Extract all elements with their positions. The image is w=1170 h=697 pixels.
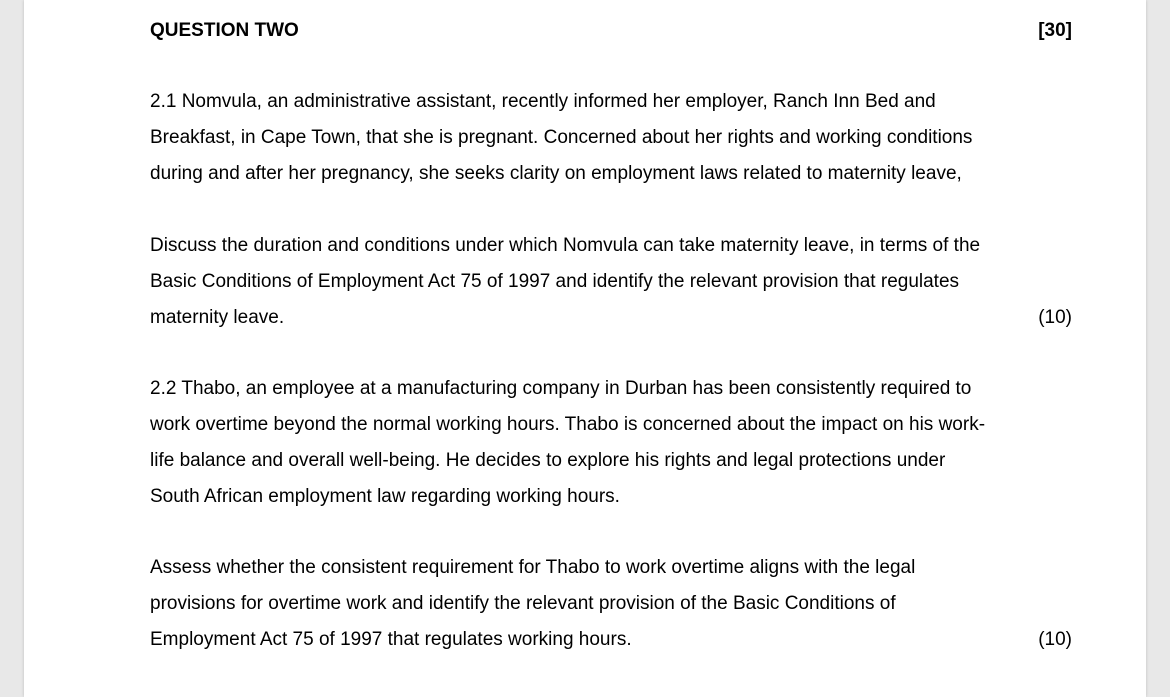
text-line: 2.2 Thabo, an employee at a manufacturing company in Durban has been consistently required to <box>150 378 972 399</box>
text-line: Employment Act 75 of 1997 that regulates working hours. <box>150 629 632 650</box>
question-2-1 <box>150 228 1072 336</box>
document-page <box>24 0 1146 697</box>
text-line: during and after her pregnancy, she seeks clarity on employment laws related to maternity leave, <box>150 163 962 184</box>
text-line: Basic Conditions of Employment Act 75 of 1997 and identify the relevant provision that regulates <box>150 271 960 292</box>
question-marks: (10) <box>1038 307 1072 328</box>
question-title: QUESTION TWO <box>150 20 299 41</box>
text-line: Assess whether the consistent requirement for Thabo to work overtime aligns with the legal <box>150 557 916 578</box>
text-line: work overtime beyond the normal working hours. Thabo is concerned about the impact on his work- <box>150 414 986 435</box>
text-line: 2.1 Nomvula, an administrative assistant, recently informed her employer, Ranch Inn Bed and <box>150 91 936 112</box>
scenario-2-1 <box>150 84 1072 192</box>
text-line: maternity leave. <box>150 307 285 328</box>
text-line: Discuss the duration and conditions under which Nomvula can take maternity leave, in terms of the <box>150 235 981 256</box>
text-line: Breakfast, in Cape Town, that she is pregnant. Concerned about her rights and working conditions <box>150 127 973 148</box>
text-line: life balance and overall well-being. He decides to explore his rights and legal protections under <box>150 450 946 471</box>
total-marks: [30] <box>1038 20 1072 41</box>
scenario-2-2 <box>150 371 1072 515</box>
text-line: provisions for overtime work and identify the relevant provision of the Basic Conditions of <box>150 593 896 614</box>
text-line-with-marks <box>150 622 1072 658</box>
question-header <box>150 18 1072 44</box>
text-line-with-marks <box>150 300 1072 336</box>
question-2-2 <box>150 550 1072 658</box>
text-line: South African employment law regarding working hours. <box>150 486 620 507</box>
question-marks: (10) <box>1038 629 1072 650</box>
